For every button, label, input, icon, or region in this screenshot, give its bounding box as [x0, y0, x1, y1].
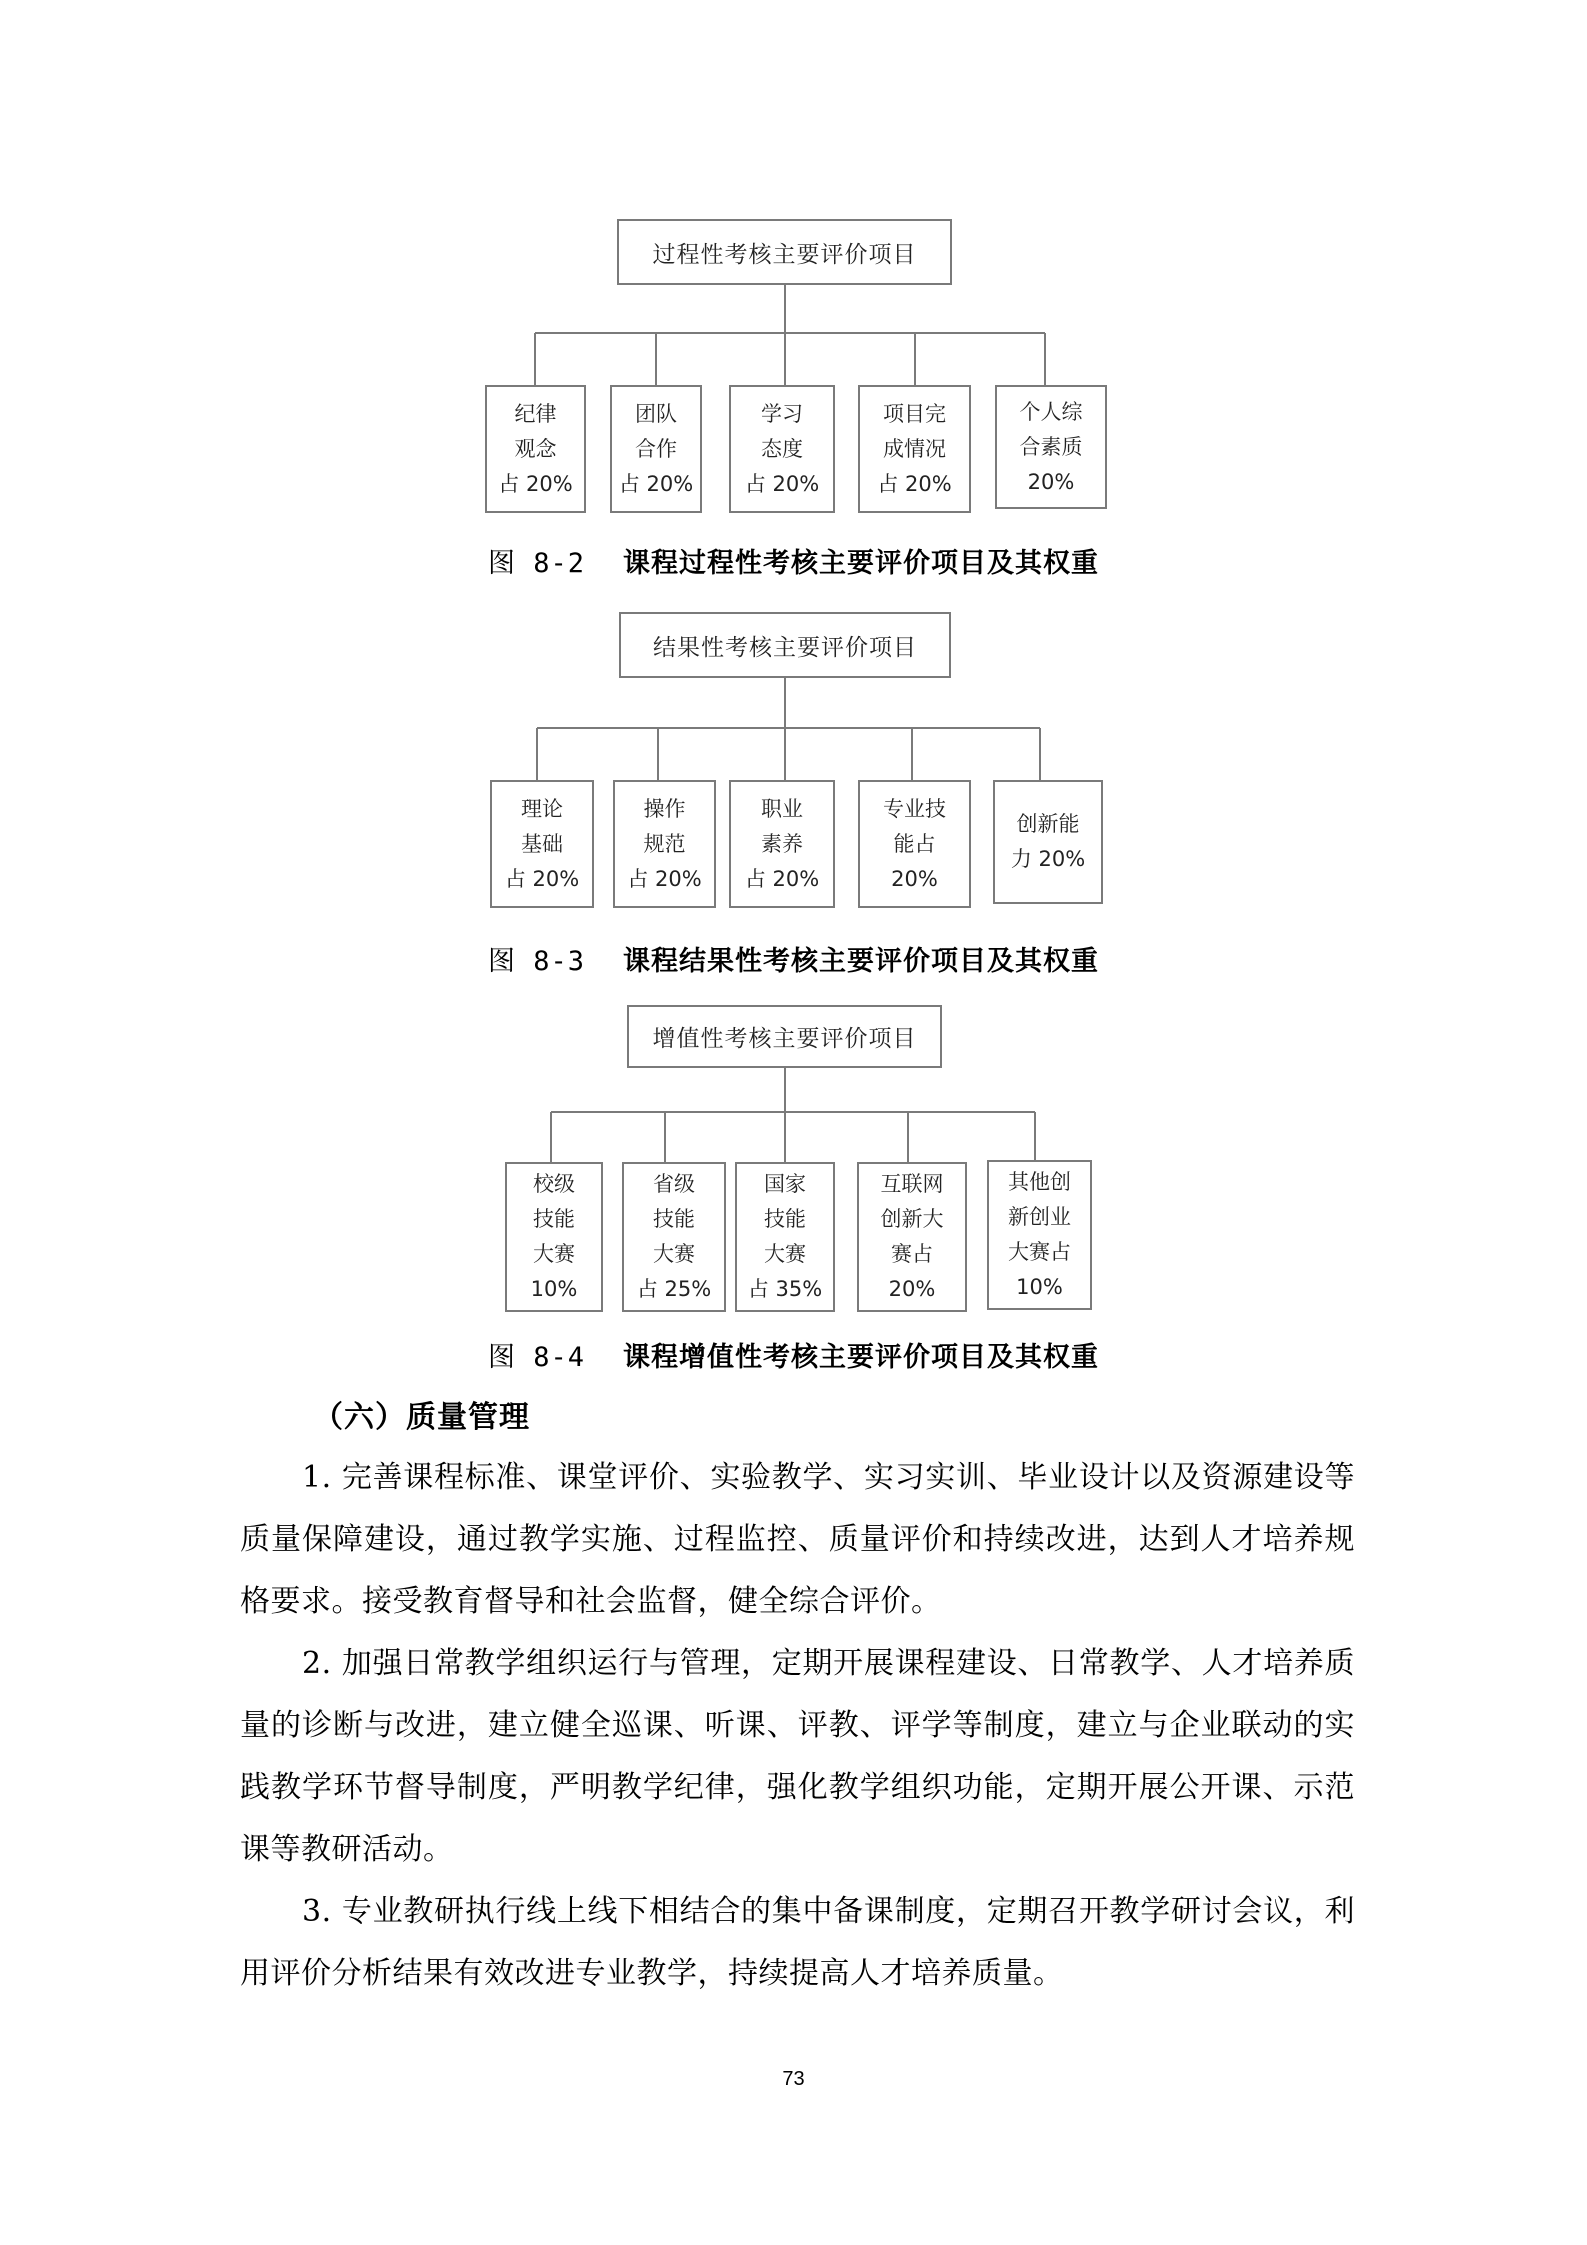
figure-8-2-leaf — [729, 385, 835, 513]
figure-8-3-caption-number: 图 8-3 — [487, 946, 586, 977]
figure-8-2-leaf — [995, 385, 1107, 509]
figure-8-4-leaf-label: 省级 技能 大赛 占 25% — [636, 1172, 712, 1301]
figure-8-2-caption-number: 图 8-2 — [487, 548, 586, 579]
figure-8-2-leaf-label: 团队 合作 占 20% — [618, 401, 694, 496]
figure-8-3-leaf — [613, 780, 716, 908]
figure-8-4-leaf-label: 校级 技能 大赛 10% — [530, 1172, 578, 1301]
figure-8-4-leaf-label: 国家 技能 大赛 占 35% — [747, 1172, 823, 1301]
figure-8-3-leaf — [993, 780, 1103, 904]
paragraph-1: 1. 完善课程标准、课堂评价、实验教学、实习实训、毕业设计以及资源建设等质量保障建设，通过教学实施、过程监控、质量评价和持续改进，达到人才培养规格要求。接受教育督导和社会监督，健全综合评价。 — [240, 1460, 1355, 1619]
figure-8-4-leaf — [505, 1162, 603, 1312]
figure-8-4-leaf-label: 互联网 创新大 赛占 20% — [880, 1172, 944, 1301]
figure-8-3-leaf — [729, 780, 835, 908]
figure-8-4-leaf — [735, 1162, 835, 1312]
paragraph-3: 3. 专业教研执行线上线下相结合的集中备课制度，定期召开教学研讨会议，利用评价分析结果有效改进专业教学，持续提高人才培养质量。 — [240, 1894, 1355, 1991]
figure-8-3-leaf — [858, 780, 971, 908]
figure-8-2-caption — [0, 541, 1587, 580]
figure-8-4-leaf — [857, 1162, 967, 1312]
figure-8-3-leaf-label: 操作 规范 占 20% — [627, 796, 702, 891]
paragraph-2: 2. 加强日常教学组织运行与管理，定期开展课程建设、日常教学、人才培养质量的诊断与改进，建立健全巡课、听课、评教、评学等制度，建立与企业联动的实践教学环节督导制度，严明教学纪律，强化教学组织功能，定期开展公开课、示范课等教研活动。 — [240, 1646, 1355, 1867]
section-heading: （六）质量管理 — [313, 1400, 530, 1435]
figure-8-2-leaf — [610, 385, 702, 513]
figure-8-2-leaf-label: 学习 态度 占 20% — [744, 401, 820, 496]
page-number: 73 — [782, 2068, 805, 2090]
figure-8-2-root — [617, 219, 952, 285]
figure-8-2-leaf-label: 项目完 成情况 占 20% — [877, 401, 952, 496]
figure-8-2-caption-text: 课程过程性考核主要评价项目及其权重 — [623, 548, 1100, 579]
figure-8-4-caption — [0, 1335, 1587, 1374]
figure-8-3-leaf-label: 职业 素养 占 20% — [744, 796, 820, 891]
figure-8-3-leaf-label: 创新能 力 20% — [1010, 812, 1086, 871]
figure-8-2-leaf-label: 个人综 合素质 20% — [1019, 399, 1083, 494]
figure-8-3-caption — [0, 939, 1587, 978]
figure-8-2-leaf — [485, 385, 586, 513]
figure-8-2-tree — [0, 215, 1587, 515]
figure-8-4-caption-number: 图 8-4 — [487, 1342, 586, 1373]
figure-8-2-leaf-label: 纪律 观念 占 20% — [498, 401, 573, 496]
figure-8-4-leaf — [987, 1160, 1092, 1310]
figure-8-2-root-label: 过程性考核主要评价项目 — [652, 241, 917, 268]
figure-8-4-caption-text: 课程增值性考核主要评价项目及其权重 — [623, 1342, 1100, 1373]
figure-8-2-leaf — [858, 385, 971, 513]
figure-8-4-leaf-label: 其他创 新创业 大赛占 10% — [1008, 1170, 1071, 1299]
figure-8-4-root — [627, 1005, 942, 1068]
figure-8-3-root — [619, 612, 951, 678]
figure-8-3-root-label: 结果性考核主要评价项目 — [653, 634, 917, 661]
figure-8-4-root-label: 增值性考核主要评价项目 — [652, 1026, 917, 1052]
figure-8-3-leaf — [490, 780, 594, 908]
figure-8-3-leaf-label: 理论 基础 占 20% — [504, 796, 580, 891]
figure-8-3-leaf-label: 专业技 能占 20% — [883, 796, 946, 891]
figure-8-4-tree — [0, 1000, 1587, 1320]
figure-8-4-leaf — [622, 1162, 726, 1312]
figure-8-3-tree — [0, 610, 1587, 910]
figure-8-3-caption-text: 课程结果性考核主要评价项目及其权重 — [623, 946, 1100, 977]
